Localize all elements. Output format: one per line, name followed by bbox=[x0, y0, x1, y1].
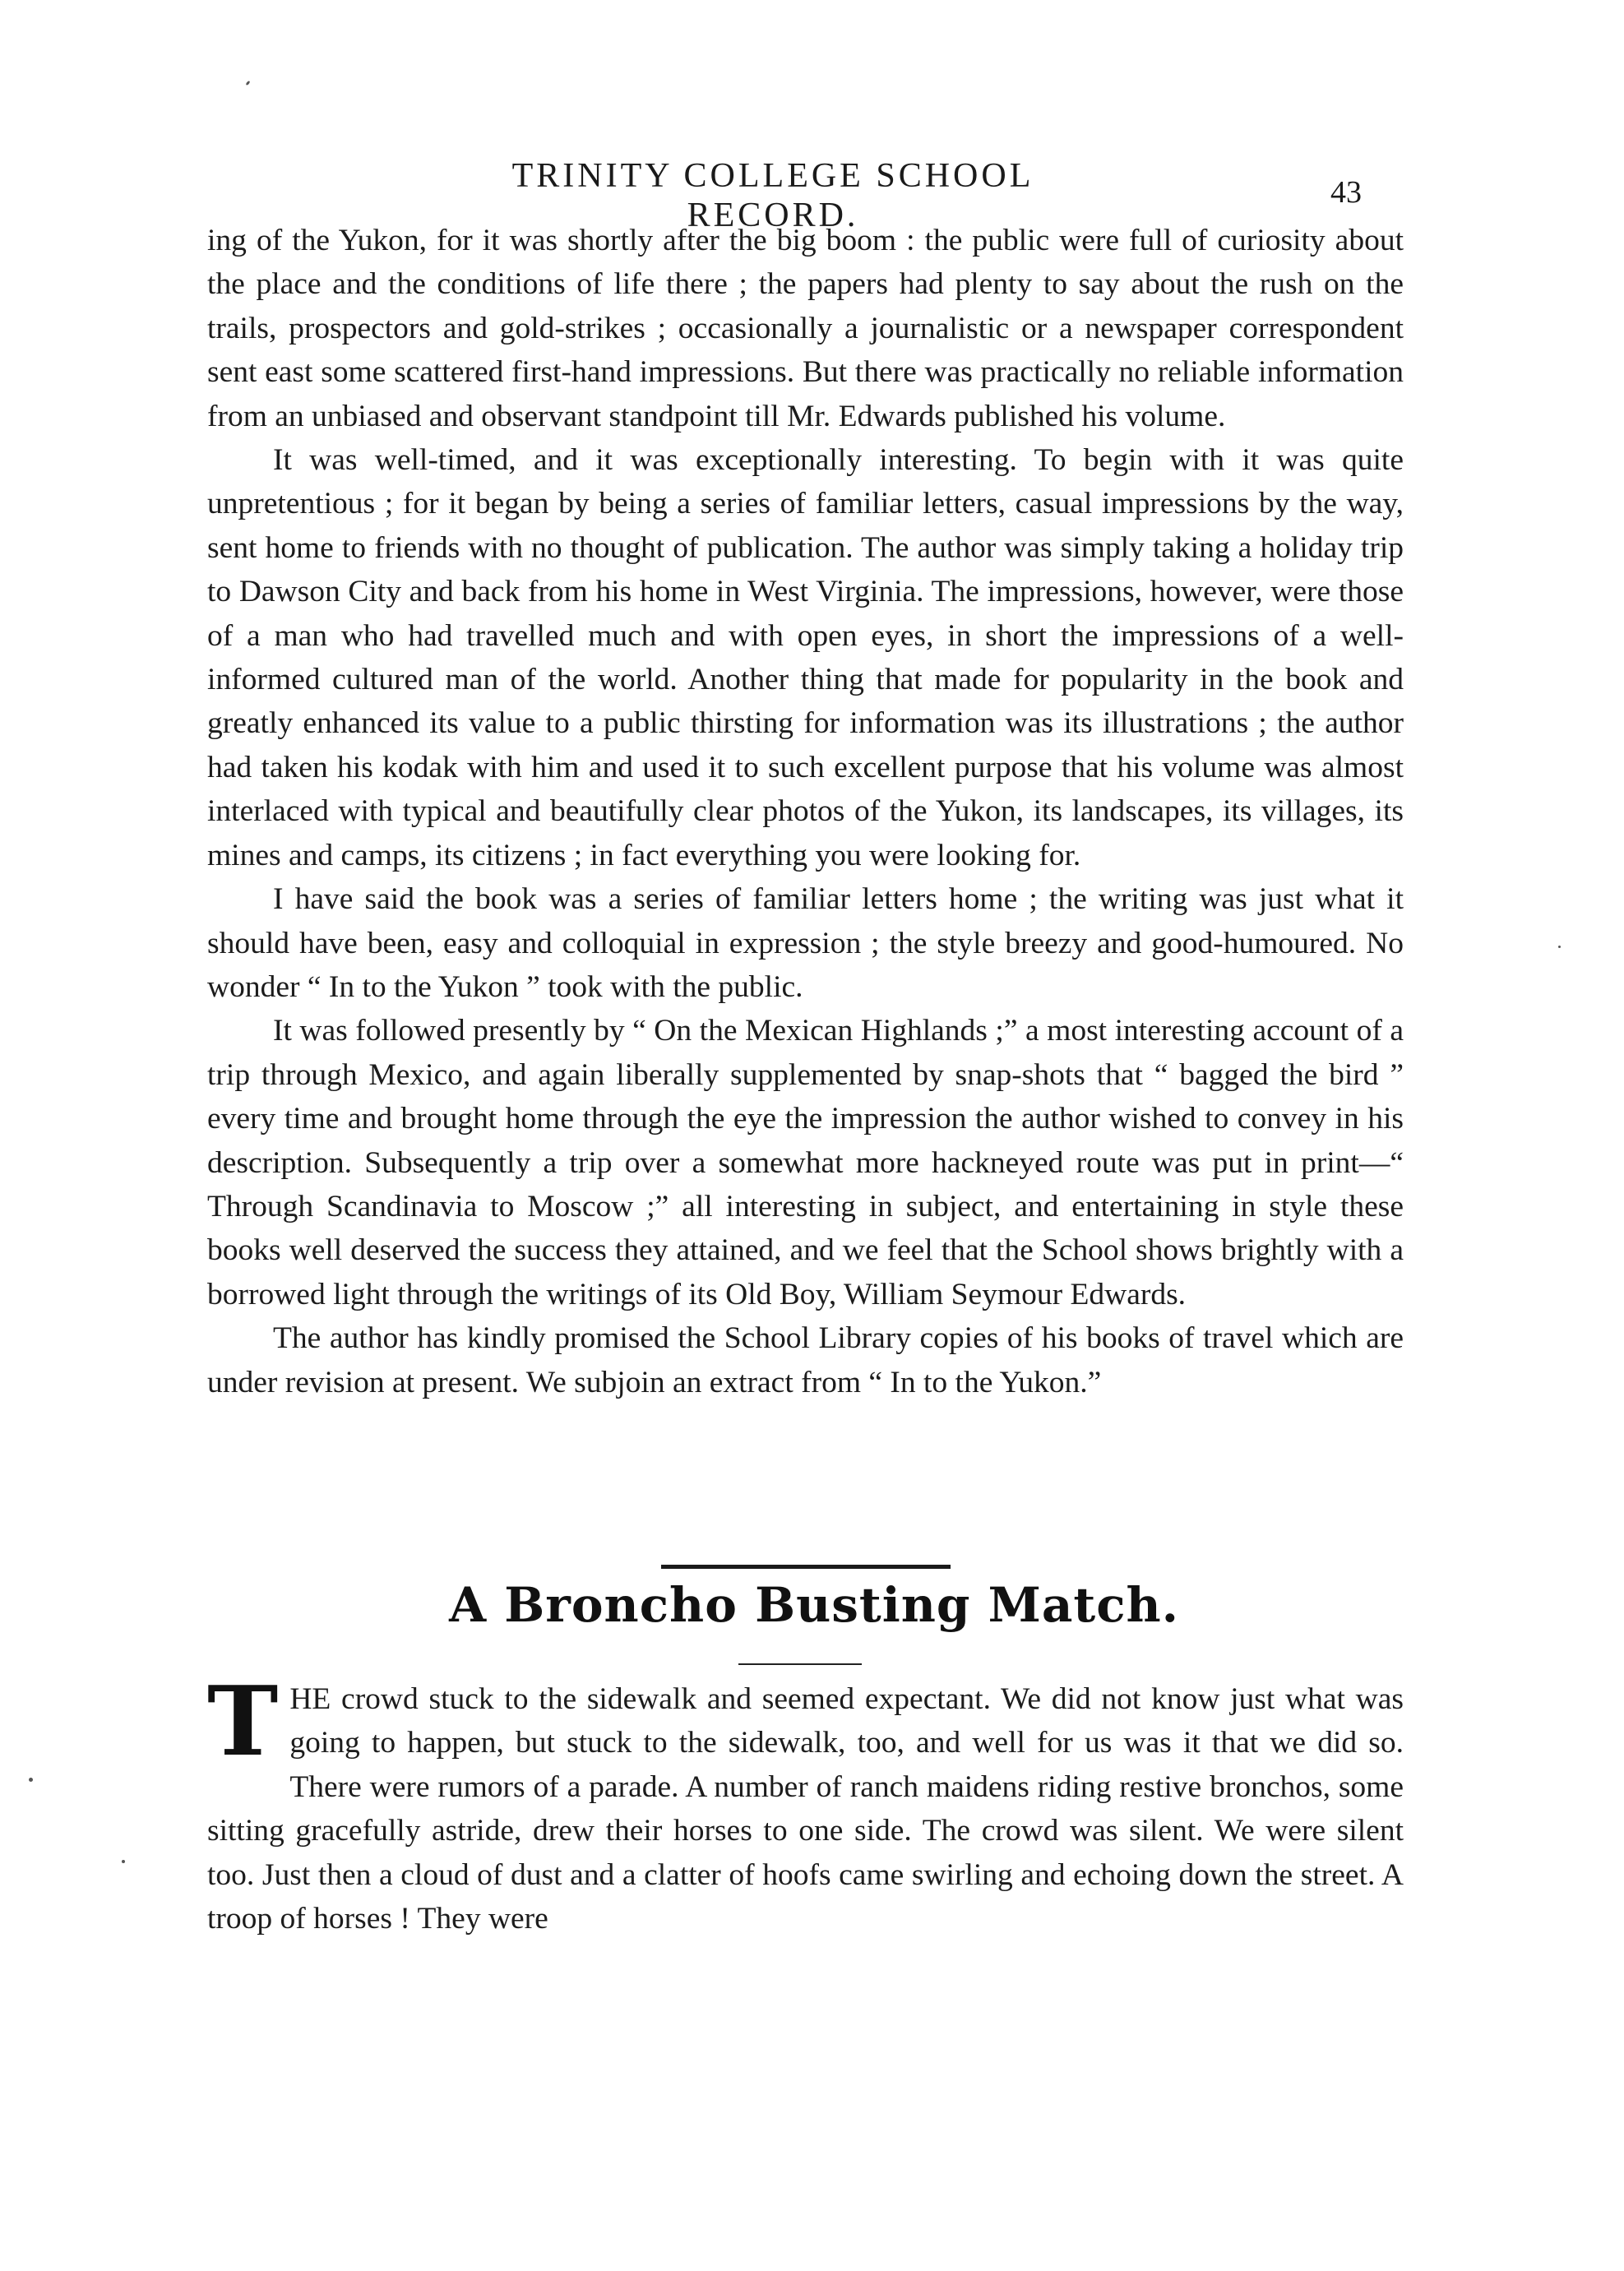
paragraph: I have said the book was a series of familiar letters home ; the writing was just what it should have been, easy and colloquial in expression ; the style breezy and good-humoured. No wonder “ In to the Yukon ” took with the public. bbox=[207, 882, 1404, 1004]
print-speck bbox=[122, 1860, 125, 1863]
article-title: A Broncho Busting Match. bbox=[449, 1577, 1179, 1633]
section-rule-bottom bbox=[738, 1663, 862, 1665]
article-body bbox=[207, 1666, 1404, 1940]
drop-cap: T bbox=[207, 1666, 279, 1778]
page-number: 43 bbox=[1330, 175, 1362, 210]
running-title: TRINITY COLLEGE SCHOOL RECORD. bbox=[511, 157, 1034, 234]
print-speck bbox=[245, 81, 250, 86]
paragraph: ing of the Yukon, for it was shortly after the big boom : the public were full of curiosity about the place and the conditions of life there ; the papers had plenty to say about the rush on the trails, prospectors and gold-strikes ; occasionally a journalistic or a newspaper correspondent sent east some scattered first-hand impressions. But there was practically no reliable information from an unbiased and observant standpoint till Mr. Edwards published his volume. bbox=[207, 224, 1404, 433]
paragraph: It was well-timed, and it was exceptionally interesting. To begin with it was quite unpretentious ; for it began by being a series of familiar letters, casual impressions by the way, sent home to friends with no thought of publication. The author was simply taking a holiday trip to Dawson City and back from his home in West Virginia. The impressions, however, were those of a man who had travelled much and with open eyes, in short the impressions of a well-informed cultured man of the world. Another thing that made for popularity in the book and greatly enhanced its value to a public thirsting for information was its illustrations ; the author had taken his kodak with him and used it to such excellent purpose that his volume was almost interlaced with typical and beautifully clear photos of the Yukon, its landscapes, its villages, its mines and camps, its citizens ; in fact everything you were looking for. bbox=[207, 443, 1404, 872]
print-speck bbox=[1558, 946, 1561, 948]
section-rule-top bbox=[661, 1565, 951, 1569]
paragraph: The author has kindly promised the School Library copies of his books of travel which are under revision at present. We subjoin an extract from “ In to the Yukon.” bbox=[207, 1321, 1404, 1399]
article-paragraph: HE crowd stuck to the sidewalk and seemed expectant. We did not know just what was going to happen, but stuck to the sidewalk, too, and well for us was it that we did so. There were rumors of a parade. A number of ranch maidens riding restive bronchos, some sitting gracefully astride, drew their horses to one side. The crowd was silent. We were silent too. Just then a cloud of dust and a clatter of hoofs came swirling and echoing down the street. A troop of horses ! They were bbox=[207, 1682, 1404, 1936]
print-speck bbox=[29, 1778, 33, 1782]
paragraph: It was followed presently by “ On the Mexican Highlands ;” a most interesting account of a trip through Mexico, and again liberally supplemented by snap-shots that “ bagged the bird ” every time and brought home through the eye the impression the author wished to convey in his description. Subsequently a trip over a somewhat more hackneyed route was put in print—“ Through Scandinavia to Moscow ;” all interesting in subject, and entertaining in style these books well deserved the success they attained, and we feel that the School shows brightly with a borrowed light through the writings of its Old Boy, William Seymour Edwards. bbox=[207, 1014, 1404, 1311]
body-text bbox=[207, 219, 1404, 1404]
